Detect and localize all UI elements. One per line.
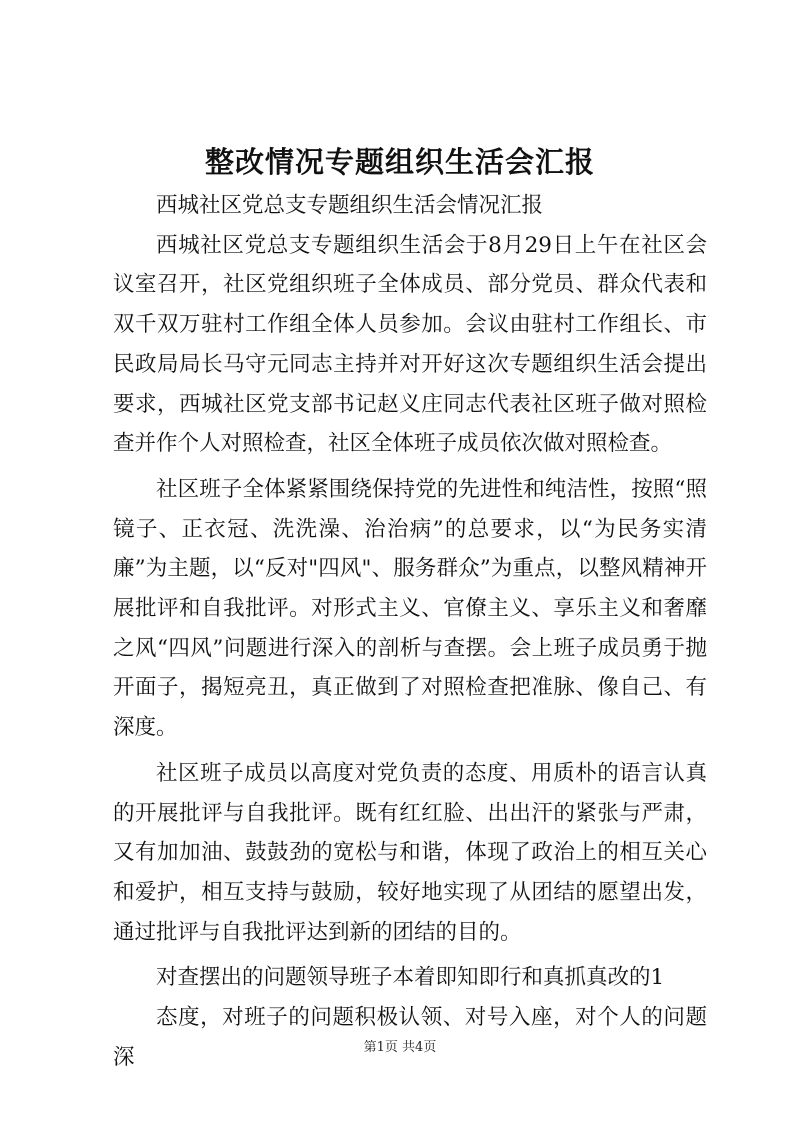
paragraph-rectification-start: 对查摆出的问题领导班子本着即知即行和真抓真改的1: [156, 965, 665, 991]
page-number: 第1页 共4页: [363, 1040, 437, 1055]
paragraph-team-criticism: 社区班子成员以高度对党负责的态度、用质朴的语言认真的开展批评与自我批评。既有红红脸、出出汗的紧张与严肃，又有加加油、鼓鼓劲的宽松与和谐，体现了政治上的相互关心和爱护，相互支持与鼓励，较好地实现了从团结的愿望出发，通过批评与自我批评达到新的团结的目的。: [113, 760, 707, 945]
paragraph-rectification-continued: 态度，对班子的问题积极认领、对号入座，对个人的问题深: [113, 1005, 707, 1070]
document-body: [113, 186, 707, 1077]
document-title: 整改情况专题组织生活会汇报: [204, 145, 595, 179]
paragraph-meeting-overview: 西城社区党总支专题组织生活会于8月29日上午在社区会议室召开，社区党组织班子全体成员、部分党员、群众代表和双千双万驻村工作组全体人员参加。会议由驻村工作组长、市民政局局长马守元同志主持并对开好这次专题组织生活会提出要求，西城社区党支部书记赵义庄同志代表社区班子做对照检查并作个人对照检查，社区全体班子成员依次做对照检查。: [113, 232, 707, 457]
paragraph-self-criticism: 社区班子全体紧紧围绕保持党的先进性和纯洁性，按照“照镜子、正衣冠、洗洗澡、治治病”的总要求，以“为民务实清廉”为主题，以“反对"四风"、服务群众”为重点，以整风精神开展批评和自我批评。对形式主义、官僚主义、享乐主义和奢靡之风“四风”问题进行深入的剖析与查摆。会上班子成员勇于抛开面子，揭短亮丑，真正做到了对照检查把准脉、像自己、有深度。: [113, 476, 707, 741]
paragraph-subtitle: 西城社区党总支专题组织生活会情况汇报: [156, 193, 544, 218]
